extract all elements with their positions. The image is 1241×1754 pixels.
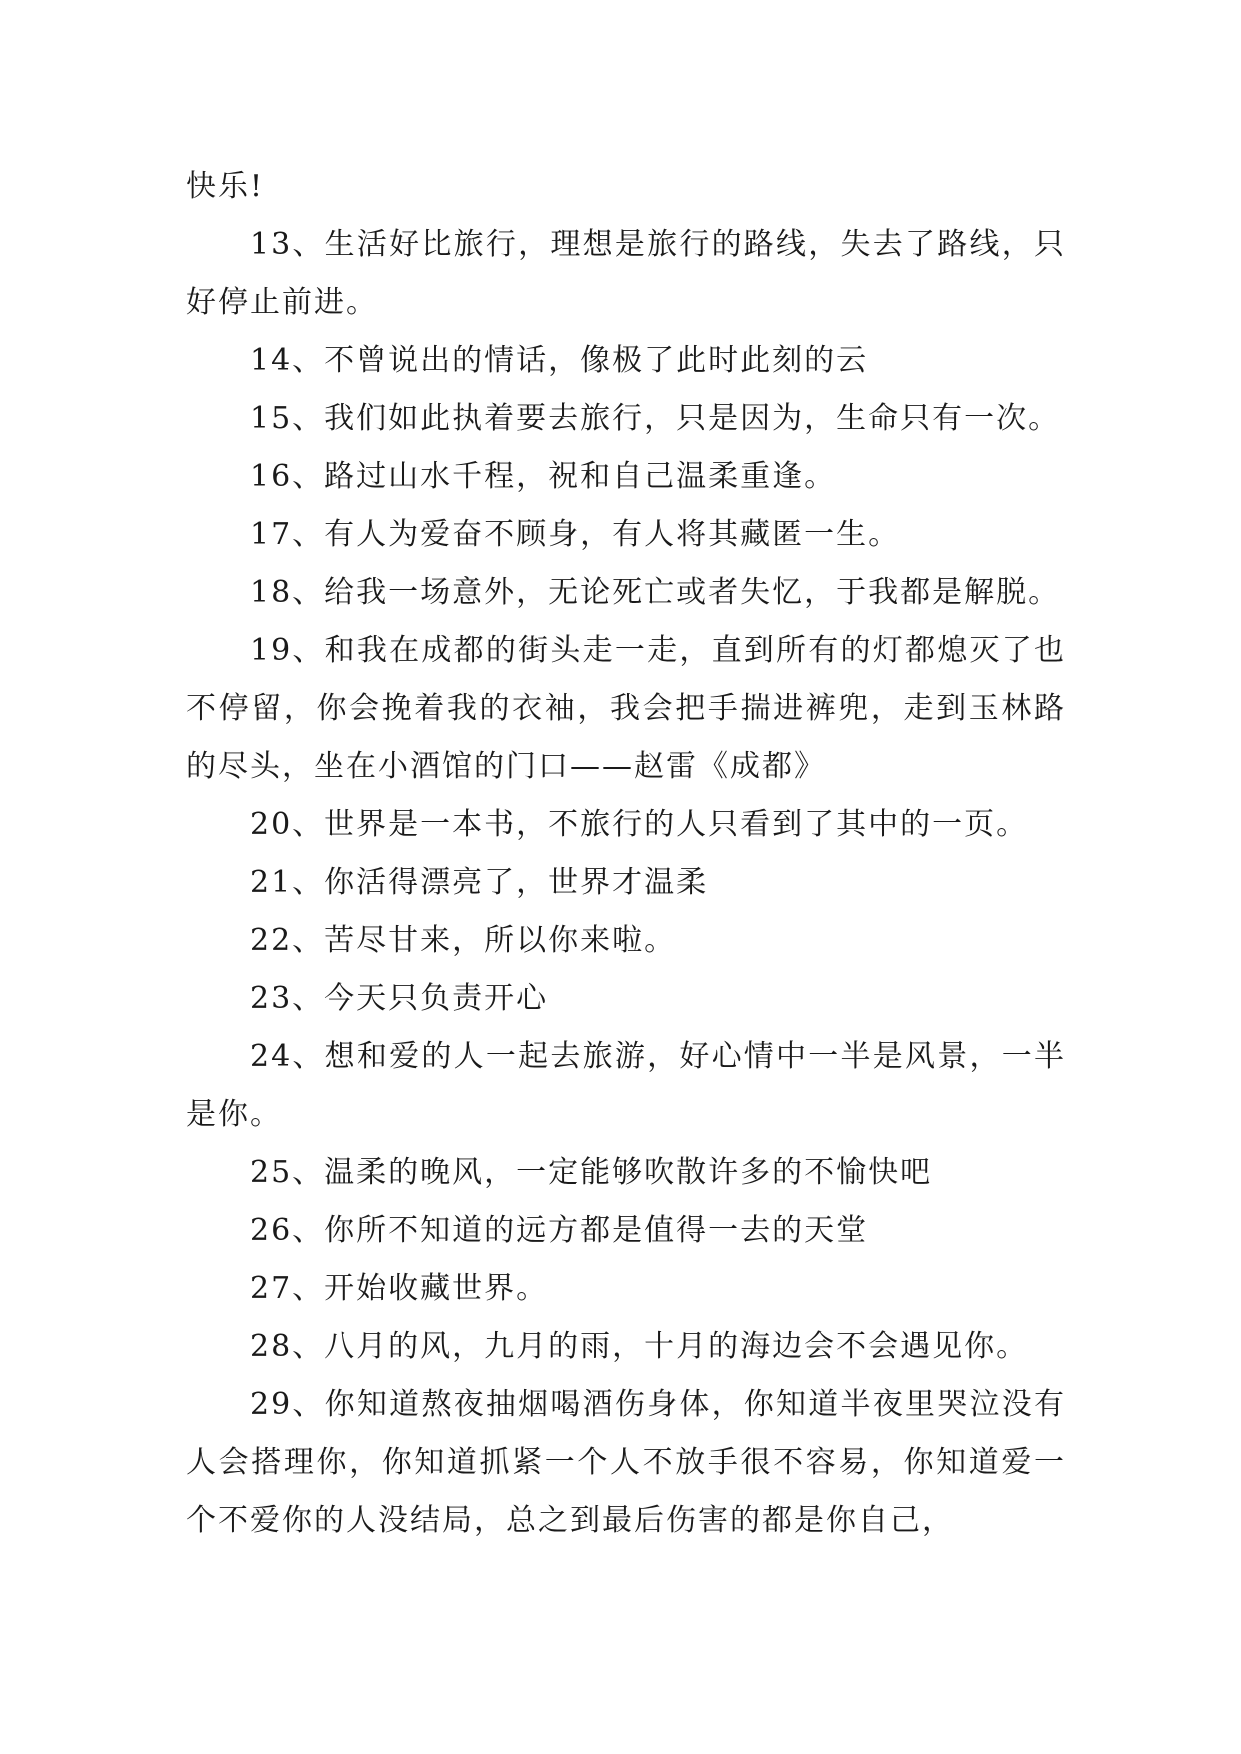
paragraph-14: 14、不曾说出的情话，像极了此时此刻的云 xyxy=(250,343,869,378)
paragraph-continuation: 快乐! xyxy=(186,169,265,204)
paragraph-17: 17、有人为爱奋不顾身，有人将其藏匿一生。 xyxy=(250,517,901,552)
paragraph-18: 18、给我一场意外，无论死亡或者失忆，于我都是解脱。 xyxy=(250,575,1061,610)
paragraph-20: 20、世界是一本书，不旅行的人只看到了其中的一页。 xyxy=(250,807,1029,842)
paragraph-21: 21、你活得漂亮了，世界才温柔 xyxy=(250,865,709,900)
paragraph-24: 24、想和爱的人一起去旅游，好心情中一半是风景，一半是你。 xyxy=(186,1039,1066,1132)
paragraph-29: 29、你知道熬夜抽烟喝酒伤身体，你知道半夜里哭泣没有人会搭理你，你知道抓紧一个人不放手很不容易，你知道爱一个不爱你的人没结局，总之到最后伤害的都是你自己， xyxy=(186,1387,1066,1538)
paragraph-26: 26、你所不知道的远方都是值得一去的天堂 xyxy=(250,1213,869,1248)
document-body xyxy=(186,158,1066,1550)
paragraph-25: 25、温柔的晚风，一定能够吹散许多的不愉快吧 xyxy=(250,1155,933,1190)
paragraph-23: 23、今天只负责开心 xyxy=(250,981,549,1016)
paragraph-15: 15、我们如此执着要去旅行，只是因为，生命只有一次。 xyxy=(250,401,1061,436)
paragraph-22: 22、苦尽甘来，所以你来啦。 xyxy=(250,923,677,958)
paragraph-19: 19、和我在成都的街头走一走，直到所有的灯都熄灭了也不停留，你会挽着我的衣袖，我会把手揣进裤兜，走到玉林路的尽头，坐在小酒馆的门口——赵雷《成都》 xyxy=(186,633,1066,784)
paragraph-13: 13、生活好比旅行，理想是旅行的路线，失去了路线，只好停止前进。 xyxy=(186,227,1066,320)
paragraph-28: 28、八月的风，九月的雨，十月的海边会不会遇见你。 xyxy=(250,1329,1029,1364)
paragraph-27: 27、开始收藏世界。 xyxy=(250,1271,549,1306)
paragraph-16: 16、路过山水千程，祝和自己温柔重逢。 xyxy=(250,459,837,494)
